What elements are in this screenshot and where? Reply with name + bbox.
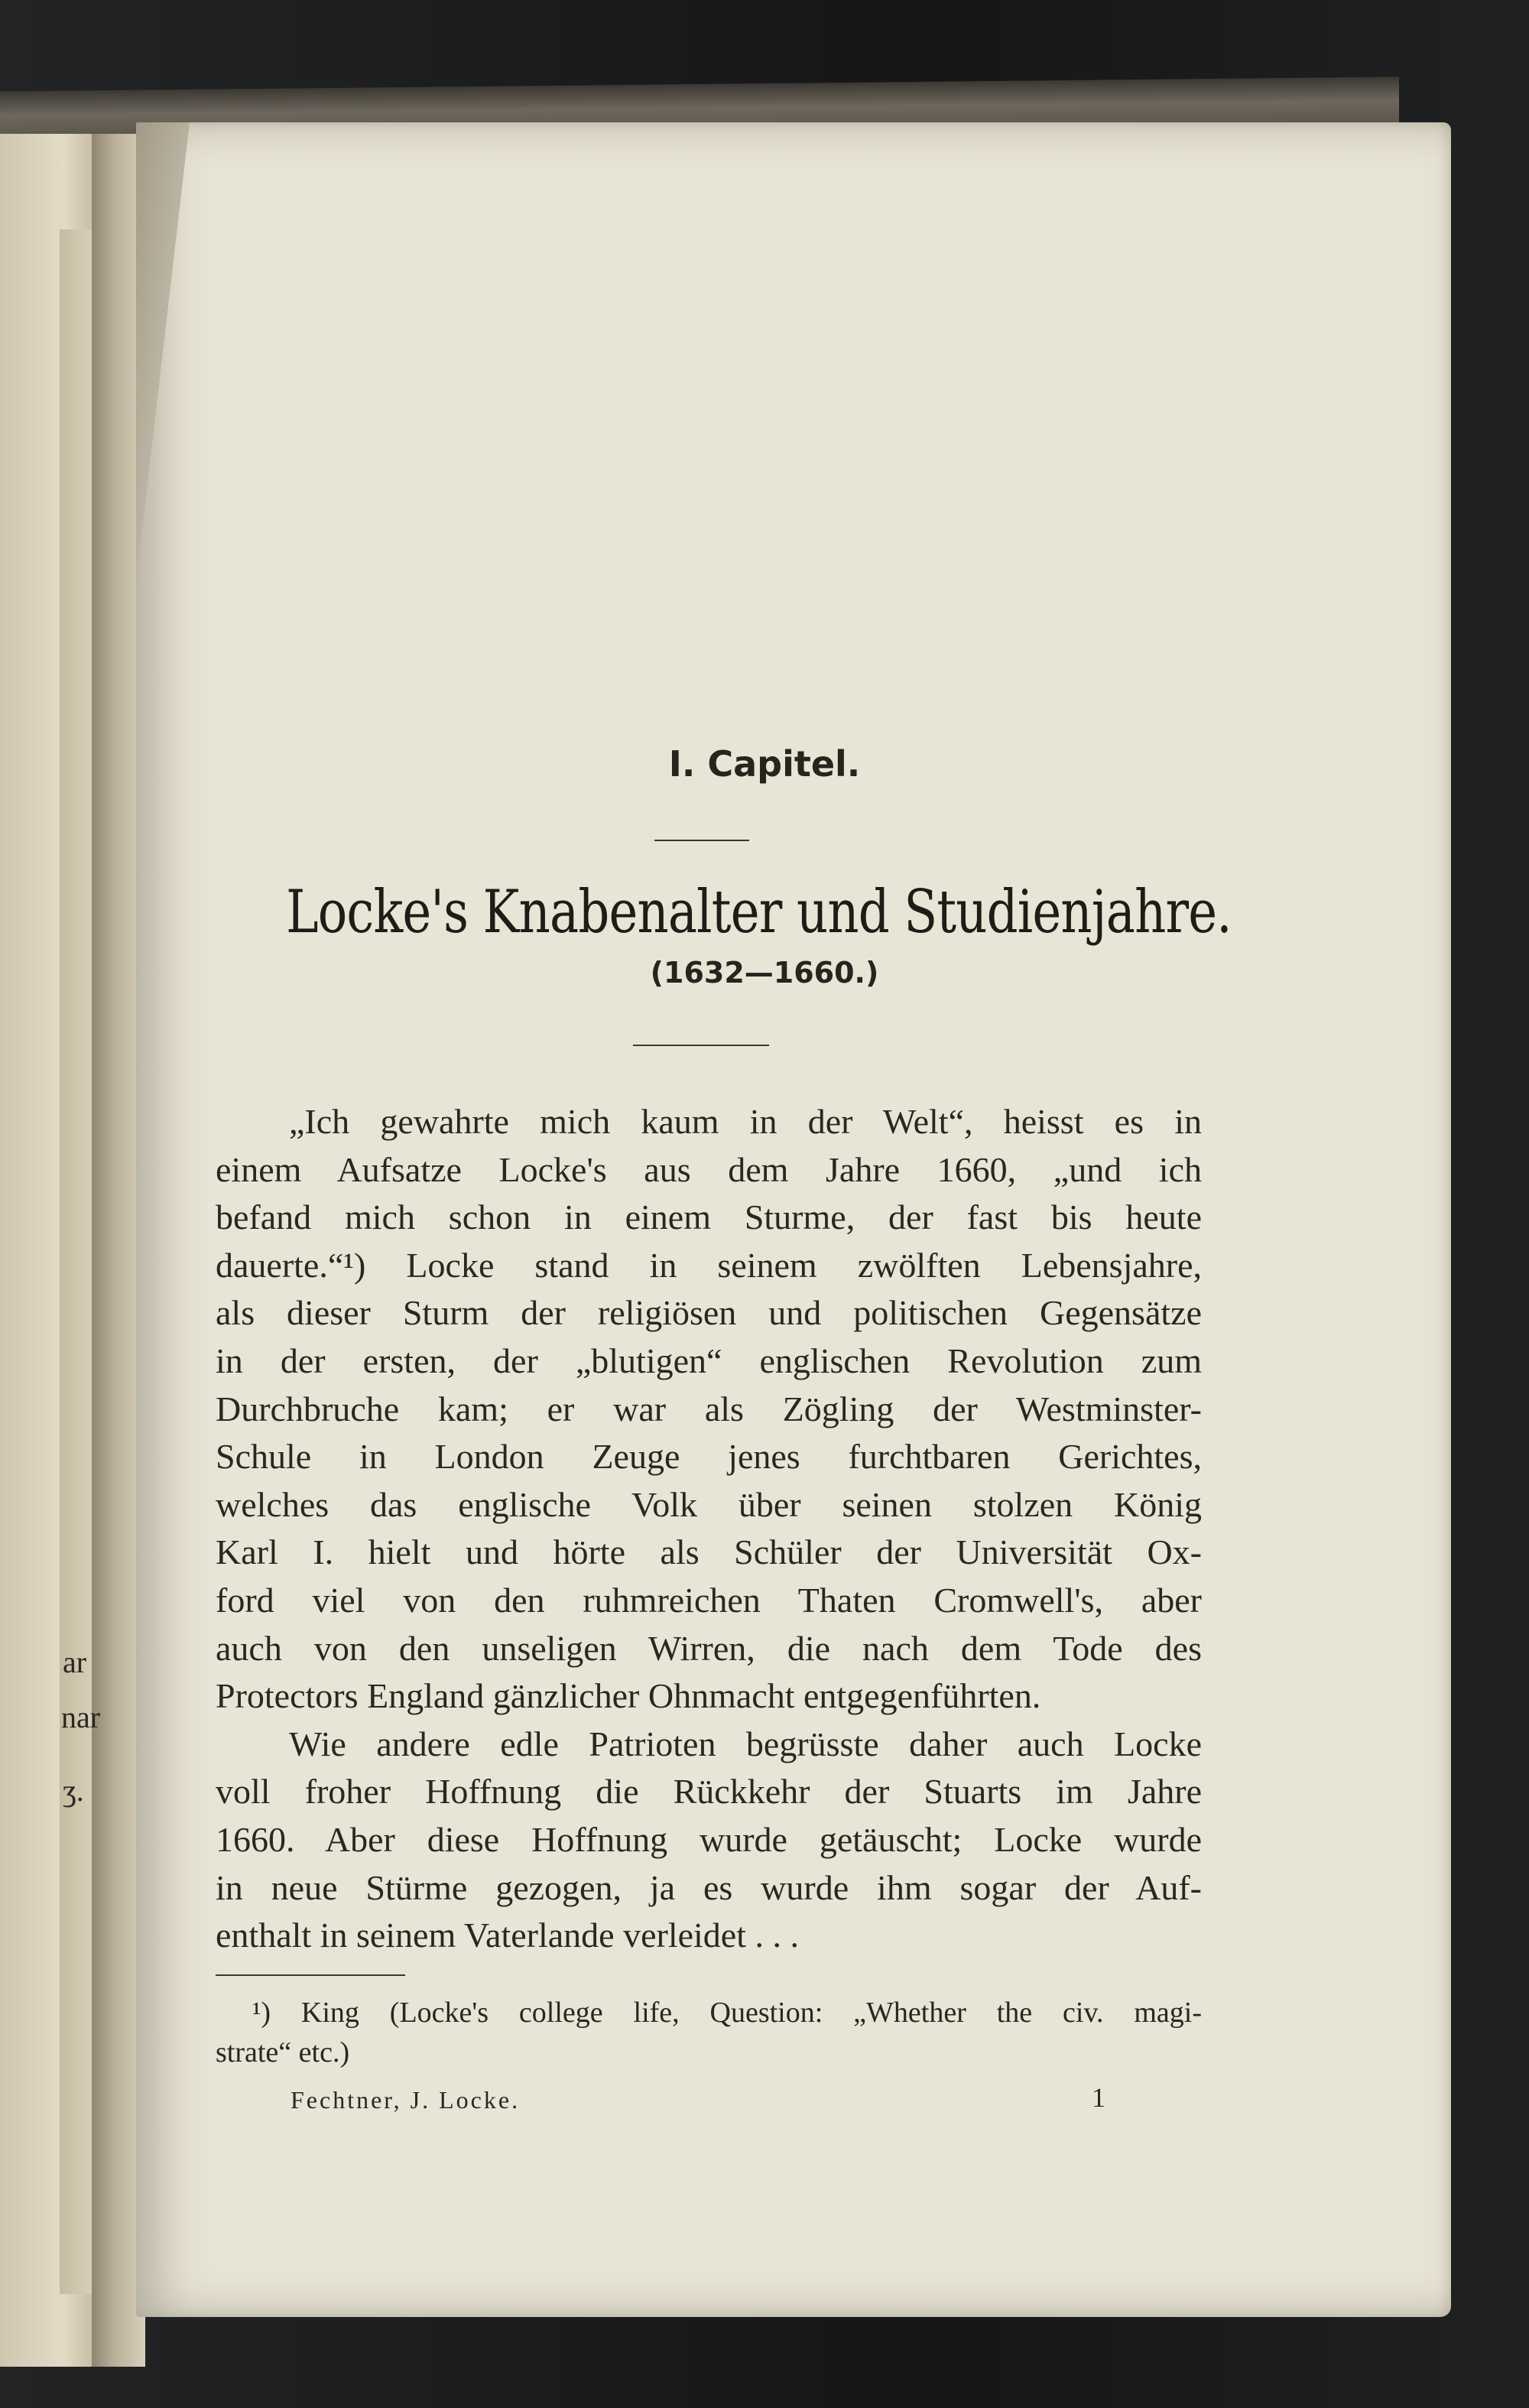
- text-line: Wie andere edle Patrioten begrüsste daher auch Locke: [289, 1724, 1202, 1763]
- text-line: voll froher Hoffnung die Rückkehr der Stuarts im Jahre: [216, 1772, 1202, 1812]
- chapter-label: I. Capitel.: [668, 743, 861, 785]
- footnote-rule: [216, 1974, 405, 1976]
- text-line: Karl I. hielt und hörte als Schüler der Universität Ox-: [216, 1532, 1202, 1572]
- text-line: Schule in London Zeuge jenes furchtbaren Gerichtes,: [216, 1437, 1202, 1477]
- text-line: als dieser Sturm der religiösen und politischen Gegensätze: [216, 1293, 1202, 1333]
- text-line: einem Aufsatze Locke's aus dem Jahre 1660, „und ich: [216, 1149, 1202, 1189]
- text-line: in neue Stürme gezogen, ja es wurde ihm sogar der Auf-: [216, 1867, 1202, 1907]
- printer-signature: Fechtner, J. Locke.: [291, 2086, 521, 2114]
- chapter-title: Locke's Knabenalter und Studienjahre.: [286, 878, 1232, 947]
- chapter-date-range: (1632—1660.): [650, 956, 879, 990]
- text-line: auch von den unseligen Wirren, die nach dem Tode des: [216, 1628, 1202, 1668]
- footnote: [216, 1993, 1202, 2072]
- divider-rule: [654, 840, 749, 841]
- left-page-fragment: nar: [61, 1700, 101, 1734]
- footnote-line: ¹) King (Locke's college life, Question: „Whether the civ. magi-: [252, 1997, 1202, 2029]
- text-line: in der ersten, der „blutigen“ englischen Revolution zum: [216, 1340, 1202, 1380]
- text-line: ford viel von den ruhmreichen Thaten Cromwell's, aber: [216, 1580, 1202, 1620]
- divider-rule: [633, 1045, 769, 1046]
- left-page-fragment: ar: [63, 1645, 87, 1679]
- text-line: Durchbruche kam; er war als Zögling der Westminster-: [216, 1389, 1202, 1428]
- text-line: „Ich gewahrte mich kaum in der Welt“, heisst es in: [289, 1102, 1202, 1141]
- text-line: Protectors England gänzlicher Ohnmacht entgegenführten.: [216, 1676, 1041, 1716]
- text-line: dauerte.“¹) Locke stand in seinem zwölften Lebensjahre,: [216, 1245, 1202, 1285]
- footnote-line: strate“ etc.): [216, 2036, 350, 2068]
- body-text: [216, 1098, 1202, 1960]
- page-number: 1: [1092, 2082, 1105, 2113]
- left-page-fragment: ʒ.: [63, 1773, 84, 1808]
- text-line: welches das englische Volk über seinen stolzen König: [216, 1484, 1202, 1524]
- text-line: enthalt in seinem Vaterlande verleidet . . .: [216, 1916, 799, 1955]
- text-line: 1660. Aber diese Hoffnung wurde getäuscht; Locke wurde: [216, 1819, 1202, 1859]
- text-line: befand mich schon in einem Sturme, der fast bis heute: [216, 1198, 1202, 1237]
